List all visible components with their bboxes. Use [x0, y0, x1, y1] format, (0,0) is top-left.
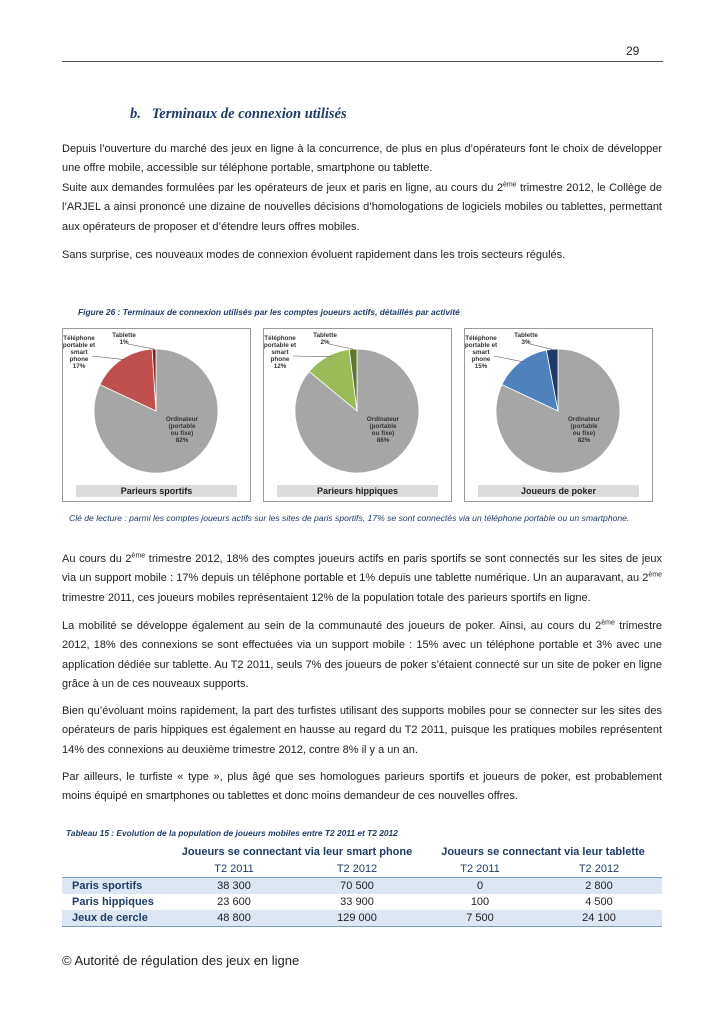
label-telephone: Téléphone portable et smart phone 15% [464, 335, 498, 370]
label-ordinateur: Ordinateur (portable ou fixe) 82% [567, 416, 601, 444]
paragraph-5-text-b: trimestre 2012, 18% des connexions se sont effectuées via un support mobile : 15% avec un téléphone portable et 3% avec une application dédiée sur tablette. Au T2 2011, seuls 7% des joueurs de poker s’étaient connecté sur un site de poker en ligne grâce à un de ces nouveaux supports. [62, 620, 662, 691]
chart-title: Joueurs de poker [520, 486, 597, 496]
section-title-text: Terminaux de connexion utilisés [151, 106, 347, 122]
label-tablette: Tablette 3% [514, 332, 538, 346]
paragraph-5 [62, 617, 662, 695]
figure-26 [62, 328, 662, 502]
paragraph-3-text: Sans surprise, ces nouveaux modes de connexion évoluent rapidement dans les trois secteurs régulés. [62, 249, 566, 261]
group-header-tablet: Joueurs se connectant via leur tablette [441, 846, 645, 858]
cell-value: 7 500 [466, 912, 494, 924]
table-row [62, 894, 662, 910]
paragraph-4-text-b: trimestre 2012, 18% des comptes joueurs actifs en paris sportifs se sont connectés sur les sites de jeux via un support mobile : 17% depuis un téléphone portable et 1% depuis une tablette numérique. Un an auparavant, au 2 [62, 553, 663, 585]
pie-svg-3 [464, 328, 653, 502]
paragraph-2-text-a: Suite aux demandes formulées par les opérateurs de jeux et paris en ligne, au cours du 2 [62, 181, 503, 194]
cell-value: 129 000 [337, 912, 377, 924]
table-group-header-row [62, 844, 662, 860]
cell-value: 2 800 [585, 880, 613, 892]
table-row [62, 878, 662, 894]
label-telephone: Téléphone portable et smart phone 17% [62, 335, 96, 370]
reading-note: Clé de lecture : parmi les comptes joueurs actifs sur les sites de paris sportifs, 17% se sont connectés via un téléphone portable ou un smartphone. [69, 513, 630, 523]
paragraph-1-text: Depuis l’ouverture du marché des jeux en ligne à la concurrence, de plus en plus d’opérateurs font le choix de développer une offre mobile, accessible sur téléphone portable, smartphone ou tablette. [62, 143, 662, 175]
label-ordinateur: Ordinateur (portable ou fixe) 86% [366, 416, 400, 444]
cell-value: 23 600 [217, 896, 251, 908]
paragraph-6 [62, 702, 662, 760]
chart-parieurs-hippiques [263, 328, 452, 502]
paragraph-2-sup: ème [502, 181, 517, 189]
paragraph-3 [62, 246, 662, 265]
paragraph-4-text-c: trimestre 2011, ces joueurs mobiles représentaient 12% de la population totale des parieurs sportifs en ligne. [62, 591, 591, 604]
pie-svg-2 [263, 328, 452, 502]
row-label: Paris sportifs [72, 880, 143, 892]
label-tablette: Tablette 1% [112, 332, 136, 346]
paragraph-4 [62, 550, 662, 608]
table-bottom-rule [62, 926, 662, 927]
cell-value: 100 [470, 896, 490, 908]
paragraph-7 [62, 768, 662, 807]
paragraph-1 [62, 140, 662, 237]
paragraph-5-sup: ème [601, 619, 615, 627]
cell-value: 4 500 [585, 896, 613, 908]
table-sub-header-row [62, 861, 662, 877]
header-rule [62, 61, 663, 62]
paragraph-4-sup-1: ème [131, 552, 146, 560]
table-caption: Tableau 15 : Evolution de la population de joueurs mobiles entre T2 2011 et T2 2012 [66, 828, 398, 838]
cell-value: 0 [476, 880, 484, 892]
cell-value: 24 100 [582, 912, 616, 924]
label-ordinateur: Ordinateur (portable ou fixe) 82% [165, 416, 199, 444]
chart-joueurs-poker [464, 328, 653, 502]
cell-value: 70 500 [340, 880, 374, 892]
paragraph-2-text-b: trimestre 2012, le Collège de l’ARJEL a ainsi prononcé une dizaine de nouvelles décisions d’homologations de logiciels mobiles ou tablettes, permettant aux opérateurs de proposer et d’étendre leurs offres mobiles. [62, 181, 663, 233]
paragraph-5-text-a: La mobilité se développe également au sein de la communauté des joueurs de poker. Ainsi, au cours du 2 [62, 620, 602, 632]
paragraph-4-sup-2: ème [648, 571, 662, 579]
group-header-smartphone: Joueurs se connectant via leur smart phone [181, 846, 413, 858]
paragraph-6-text: Bien qu’évoluant moins rapidement, la part des turfistes utilisant des supports mobiles pour se connecter sur les sites des opérateurs de paris hippiques est également en hausse au regard du T2 2011, puisque les pratiques mobiles représentent 14% des connexions au deuxième trimestre 2012, contre 8% il y a un an. [62, 705, 662, 756]
sub-header-t2-2012-smartphone: T2 2012 [336, 863, 378, 875]
row-label: Paris hippiques [72, 896, 154, 908]
section-title [130, 106, 347, 123]
chart-title: Parieurs sportifs [120, 486, 193, 496]
cell-value: 33 900 [340, 896, 374, 908]
cell-value: 48 800 [217, 912, 251, 924]
paragraph-4-text-a: Au cours du 2 [62, 553, 132, 565]
chart-parieurs-sportifs [62, 328, 251, 502]
paragraph-7-text: Par ailleurs, le turfiste « type », plus âgé que ses homologues parieurs sportifs et joueurs de poker, est probablement moins équipé en smartphones ou tablettes et donc moins demandeur de ces nouvelles offres. [62, 771, 662, 803]
row-label: Jeux de cercle [72, 912, 148, 924]
sub-header-t2-2012-tablet: T2 2012 [578, 863, 620, 875]
table-row [62, 910, 662, 926]
page-number: 29 [626, 44, 640, 58]
sub-header-t2-2011-tablet: T2 2011 [460, 863, 500, 875]
label-telephone: Téléphone portable et smart phone 12% [263, 335, 297, 370]
footer: © Autorité de régulation des jeux en ligne [62, 953, 300, 968]
sub-header-t2-2011-smartphone: T2 2011 [214, 863, 254, 875]
section-number: b. [130, 106, 141, 122]
cell-value: 38 300 [217, 880, 251, 892]
pie-svg-1 [62, 328, 251, 502]
figure-caption: Figure 26 : Terminaux de connexion utilisés par les comptes joueurs actifs, détaillés par activité [78, 307, 460, 317]
label-tablette: Tablette 2% [313, 332, 337, 346]
chart-title: Parieurs hippiques [316, 486, 399, 496]
